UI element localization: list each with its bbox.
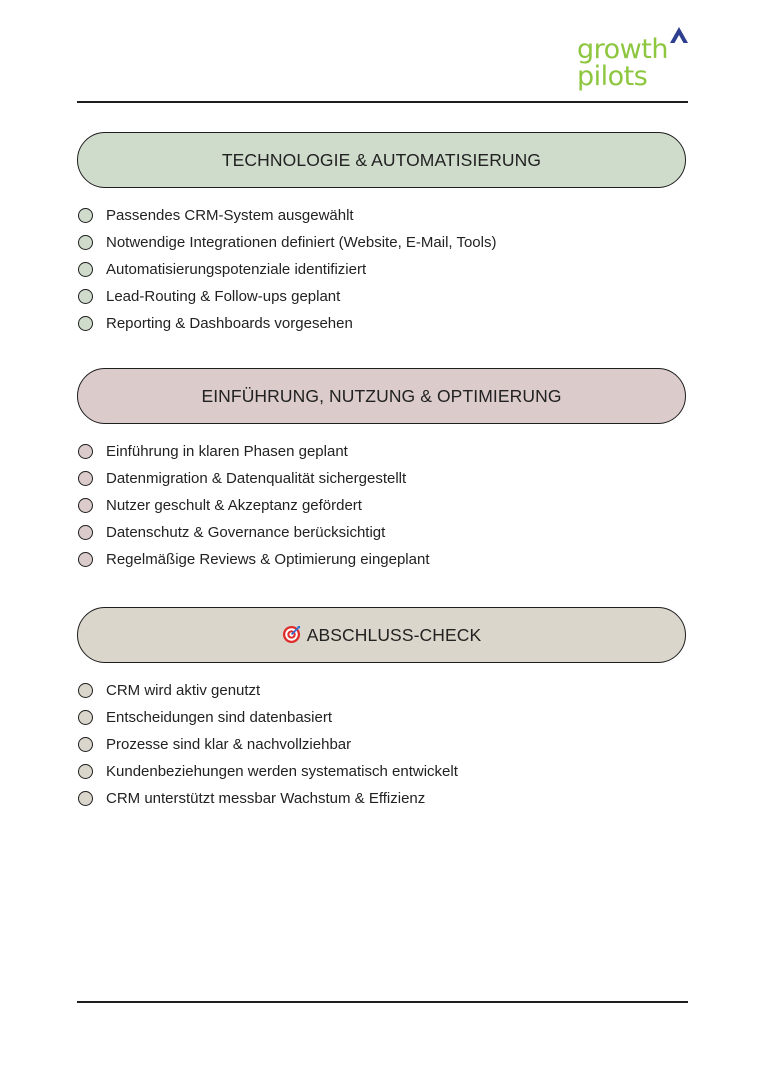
checklist-item-label: Lead-Routing & Follow-ups geplant [106,288,341,305]
checklist-item [77,256,496,283]
checklist-item-label: Nutzer geschult & Akzeptanz gefördert [106,497,362,514]
checklist-item [77,704,458,731]
checkbox-circle[interactable] [78,444,93,459]
checklist-item [77,546,430,573]
section-title-text: ABSCHLUSS-CHECK [306,624,482,645]
checkbox-circle[interactable] [78,764,93,779]
checkbox-circle[interactable] [78,710,93,725]
arrow-up-icon [669,26,689,44]
checklist-item [77,677,458,704]
growth-pilots-logo [577,26,692,92]
checklist-abschluss [77,677,458,812]
checklist-item [77,492,430,519]
checklist-item-label: Datenschutz & Governance berücksichtigt [106,524,386,541]
section-header-abschluss [77,607,686,663]
logo-word-pilots: pilots [577,61,648,92]
checklist-item-label: CRM unterstützt messbar Wachstum & Effizienz [106,790,426,807]
checkbox-circle[interactable] [78,498,93,513]
section-title: EINFÜHRUNG, NUTZUNG & OPTIMIERUNG [201,385,562,406]
checkbox-circle[interactable] [78,683,93,698]
checklist-item-label: Entscheidungen sind datenbasiert [106,709,332,726]
section-header-technologie [77,132,686,188]
checkbox-circle[interactable] [78,208,93,223]
checklist-item [77,465,430,492]
checkbox-circle[interactable] [78,791,93,806]
checklist-item [77,758,458,785]
checklist-item [77,202,496,229]
target-icon [282,625,301,644]
checkbox-circle[interactable] [78,471,93,486]
checklist-item [77,283,496,310]
checklist-item [77,229,496,256]
checkbox-circle[interactable] [78,289,93,304]
checkbox-circle[interactable] [78,235,93,250]
checkbox-circle[interactable] [78,552,93,567]
section-title: TECHNOLOGIE & AUTOMATISIERUNG [221,149,542,170]
logo-word-growth: growth [577,34,668,65]
section-header-einfuehrung [77,368,686,424]
checklist-item [77,438,430,465]
checklist-technologie [77,202,496,337]
bottom-divider [77,1001,688,1003]
checklist-item-label: Datenmigration & Datenqualität sichergestellt [106,470,407,487]
checklist-einfuehrung [77,438,430,573]
checklist-item-label: CRM wird aktiv genutzt [106,682,261,699]
checklist-item [77,731,458,758]
checklist-item [77,310,496,337]
checklist-item-label: Notwendige Integrationen definiert (Website, E-Mail, Tools) [106,234,497,251]
checkbox-circle[interactable] [78,737,93,752]
section-title [282,625,482,646]
checklist-item-label: Reporting & Dashboards vorgesehen [106,315,353,332]
checklist-item [77,519,430,546]
checklist-item-label: Kundenbeziehungen werden systematisch entwickelt [106,763,458,780]
checkbox-circle[interactable] [78,262,93,277]
checkbox-circle[interactable] [78,316,93,331]
top-divider [77,101,688,103]
checklist-item-label: Regelmäßige Reviews & Optimierung eingeplant [106,551,430,568]
checklist-item-label: Einführung in klaren Phasen geplant [106,443,348,460]
checklist-item-label: Automatisierungspotenziale identifiziert [106,261,367,278]
checklist-item-label: Prozesse sind klar & nachvollziehbar [106,736,352,753]
checklist-item-label: Passendes CRM-System ausgewählt [106,207,354,224]
checklist-item [77,785,458,812]
checkbox-circle[interactable] [78,525,93,540]
